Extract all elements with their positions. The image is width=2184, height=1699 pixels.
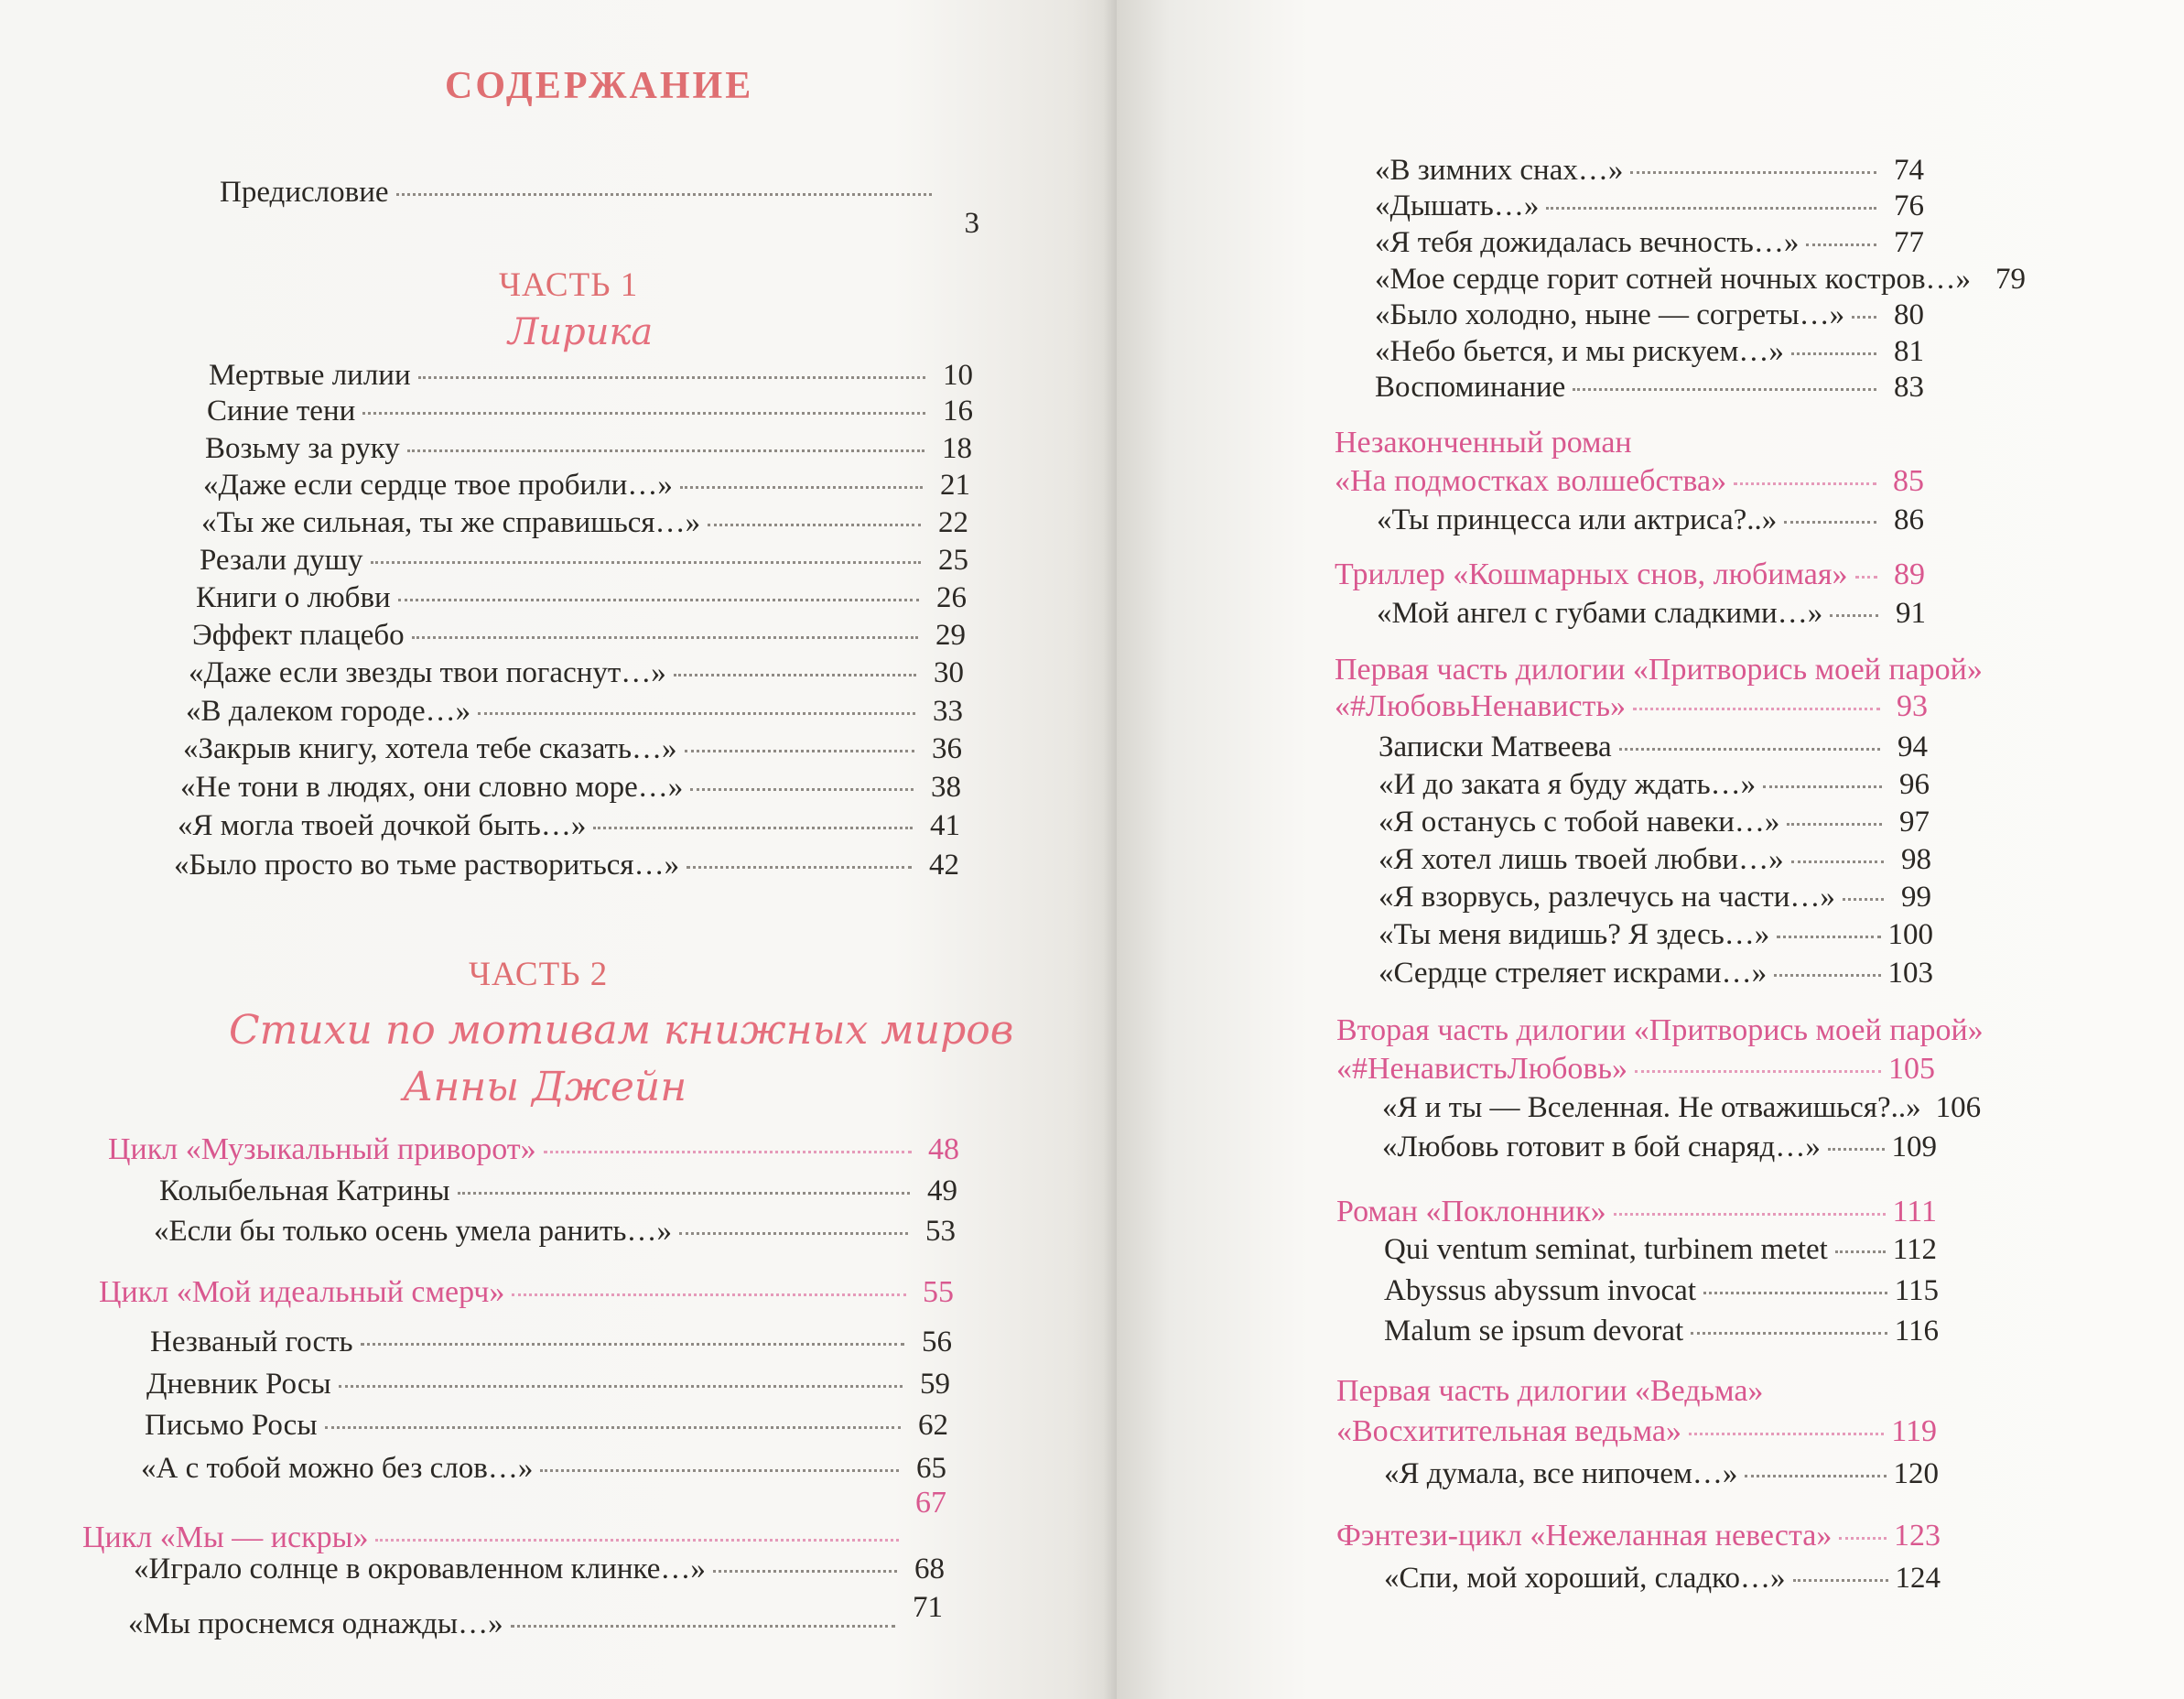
toc-entry	[207, 393, 973, 429]
entry-page: 81	[1894, 335, 1924, 368]
entry-title: Фэнтези-цикл «Нежеланная невеста»	[1336, 1519, 1833, 1553]
toc-entry	[1375, 333, 1924, 370]
entry-page: 76	[1894, 189, 1924, 222]
leader-dots	[1791, 352, 1876, 355]
entry-title: «Восхитительная ведьма»	[1336, 1414, 1681, 1448]
leader-dots	[396, 193, 933, 196]
entry-title: Возьму за руку	[205, 432, 400, 465]
section-entry	[1336, 1518, 1941, 1554]
leader-dots	[412, 636, 918, 639]
entry-title: «Было холодно, ныне — согреты…»	[1375, 298, 1845, 331]
entry-title: «Было просто во тьме раствориться…»	[174, 849, 680, 882]
entry-page: 99	[1901, 881, 1931, 914]
entry-title: «Я взорвусь, разлечусь на части…»	[1379, 881, 1835, 914]
entry-page: 67	[915, 1486, 946, 1520]
entry-page: 106	[1935, 1091, 1982, 1124]
entry-title: Книги о любви	[196, 581, 391, 614]
section-entry	[99, 1274, 954, 1311]
entry-page: 116	[1894, 1315, 1939, 1347]
entry-title: «Играло солнце в окровавленном клинке…»	[134, 1553, 706, 1585]
toc-entry	[1379, 804, 1930, 840]
entry-title: Цикл «Мой идеальный смерч»	[99, 1275, 505, 1309]
part-2-label: ЧАСТЬ 2	[469, 956, 609, 993]
toc-entry	[128, 1591, 943, 1642]
entry-title: Мертвые лилии	[209, 359, 411, 392]
entry-title: Резали душу	[200, 544, 363, 577]
entry-page: 74	[1894, 154, 1924, 187]
leader-dots	[1546, 207, 1876, 210]
entry-page: 80	[1894, 298, 1924, 331]
section-heading: Вторая часть дилогии «Притворись моей парой»	[1336, 1013, 1984, 1047]
toc-entry	[203, 467, 970, 503]
leader-dots	[690, 788, 914, 791]
toc-entry	[178, 807, 960, 844]
entry-page: 59	[920, 1368, 950, 1401]
entry-title: Незваный гость	[150, 1326, 353, 1358]
entry-title: «Закрыв книгу, хотела тебе сказать…»	[183, 732, 677, 765]
leader-dots	[680, 486, 923, 489]
leader-dots	[1745, 1475, 1886, 1477]
leader-dots	[1777, 936, 1880, 938]
leader-dots	[1573, 388, 1876, 391]
entry-title: «Спи, мой хороший, сладко…»	[1384, 1562, 1786, 1595]
entry-page: 93	[1897, 689, 1928, 723]
toc-entry	[159, 1173, 957, 1209]
page-title: СОДЕРЖАНИЕ	[445, 65, 754, 107]
toc-entry	[1384, 1313, 1939, 1349]
entry-page: 18	[942, 432, 972, 465]
leader-dots	[1784, 521, 1876, 524]
entry-title: «Небо бьется, и мы рискуем…»	[1375, 335, 1784, 368]
entry-title: Письмо Росы	[145, 1409, 318, 1442]
entry-page: 41	[930, 809, 960, 842]
entry-page: 103	[1887, 957, 1933, 990]
entry-page: 83	[1894, 371, 1924, 404]
entry-page: 30	[934, 656, 964, 689]
entry-page: 79	[1995, 263, 2027, 296]
part-1-subtitle: Лирика	[508, 311, 654, 353]
entry-page: 120	[1893, 1457, 1939, 1490]
entry-title: «Если бы только осень умела ранить…»	[154, 1215, 672, 1248]
entry-title: «Я тебя дожидалась вечность…»	[1375, 226, 1800, 259]
entry-title: Записки Матвеева	[1379, 730, 1612, 763]
entry-title: «Любовь готовит в бой снаряд…»	[1382, 1131, 1821, 1163]
entry-title: «Я могла твоей дочкой быть…»	[178, 809, 587, 842]
entry-page: 10	[943, 359, 973, 392]
entry-title: Malum se ipsum devorat	[1384, 1315, 1684, 1347]
entry-title: «#ЛюбовьНенависть»	[1335, 689, 1626, 723]
toc-entry	[1379, 729, 1928, 765]
leader-dots	[544, 1151, 912, 1153]
toc-entry	[205, 430, 972, 467]
entry-title: «Ты принцесса или актриса?..»	[1377, 503, 1778, 536]
entry-title: Abyssus abyssum invocat	[1384, 1274, 1696, 1307]
leader-dots	[713, 1570, 897, 1573]
leader-dots	[1791, 860, 1884, 863]
leader-dots	[371, 561, 921, 564]
entry-page: 62	[918, 1409, 948, 1442]
leader-dots	[1852, 316, 1876, 319]
section-entry	[1336, 1413, 1937, 1450]
toc-entry	[1379, 955, 1933, 991]
toc-entry	[146, 1366, 950, 1402]
toc-entry	[134, 1551, 945, 1587]
entry-page: 65	[916, 1452, 946, 1485]
leader-dots	[1691, 1332, 1887, 1335]
entry-title: «На подмостках волшебства»	[1335, 464, 1727, 498]
entry-page: 98	[1901, 843, 1931, 876]
entry-page: 119	[1891, 1414, 1937, 1448]
entry-page: 94	[1897, 730, 1928, 763]
entry-title: «А с тобой можно без слов…»	[141, 1452, 534, 1485]
entry-page: 48	[928, 1132, 959, 1166]
leader-dots	[1614, 1213, 1886, 1216]
entry-page: 124	[1895, 1562, 1941, 1595]
toc-entry	[1379, 879, 1931, 915]
leader-dots	[362, 412, 925, 415]
entry-page: 42	[929, 849, 959, 882]
toc-entry	[200, 542, 968, 579]
entry-page: 53	[925, 1215, 956, 1248]
leader-dots	[1774, 974, 1880, 977]
toc-entry	[1375, 224, 1924, 261]
leader-dots	[1763, 785, 1882, 788]
entry-page: 68	[914, 1553, 945, 1585]
entry-title: Воспоминание	[1375, 371, 1566, 404]
toc-entry	[1379, 916, 1933, 953]
toc-entry	[1384, 1231, 1937, 1268]
leader-dots	[375, 1539, 899, 1542]
entry-title: «Я останусь с тобой навеки…»	[1379, 806, 1780, 839]
leader-dots	[1855, 576, 1878, 579]
toc-entry	[1375, 297, 1924, 333]
leader-dots	[1619, 748, 1880, 751]
section-entry	[1336, 1051, 1935, 1088]
toc-entry	[183, 730, 962, 767]
toc-entry	[1377, 595, 1926, 632]
section-entry	[1335, 557, 1925, 593]
entry-page: 96	[1899, 768, 1930, 801]
entry-page: 71	[913, 1591, 943, 1624]
toc-entry	[201, 504, 968, 541]
entry-title: «И до заката я буду ждать…»	[1379, 768, 1757, 801]
entry-title: «Сердце стреляет искрами…»	[1379, 957, 1768, 990]
toc-entry	[145, 1407, 948, 1444]
section-entry	[1336, 1194, 1937, 1230]
part-2-subtitle-line1: Стихи по мотивам книжных миров	[229, 1007, 1014, 1054]
entry-title: «Я думала, все нипочем…»	[1384, 1457, 1738, 1490]
entry-page: 77	[1894, 226, 1924, 259]
leader-dots	[1633, 708, 1880, 710]
leader-dots	[1635, 1070, 1881, 1073]
entry-title: Цикл «Музыкальный приворот»	[108, 1132, 536, 1166]
entry-title: «В зимних снах…»	[1375, 154, 1624, 187]
entry-title: «Мой ангел с губами сладкими…»	[1377, 597, 1823, 630]
entry-page: 55	[923, 1275, 954, 1309]
entry-page: 100	[1887, 918, 1933, 951]
toc-entry	[209, 357, 973, 394]
toc-entry	[1375, 369, 1924, 406]
entry-title: Эффект плацебо	[192, 619, 405, 652]
entry-page: 89	[1894, 557, 1925, 591]
entry-title: Qui ventum seminat, turbinem metet	[1384, 1233, 1828, 1266]
right-page	[1117, 0, 2184, 1699]
toc-entry	[1384, 1456, 1939, 1492]
entry-page: 105	[1888, 1052, 1935, 1086]
entry-page: 109	[1891, 1131, 1937, 1163]
entry-title: Цикл «Мы — искры»	[82, 1520, 369, 1554]
toc-entry	[141, 1450, 946, 1487]
leader-dots	[511, 1625, 895, 1628]
entry-title: Предисловие	[220, 176, 389, 209]
entry-page: 91	[1896, 597, 1926, 630]
leader-dots	[1830, 614, 1878, 617]
toc-entry	[189, 655, 964, 691]
leader-dots	[708, 524, 921, 526]
entry-title: «Ты же сильная, ты же справишься…»	[201, 506, 701, 539]
section-heading: Первая часть дилогии «Ведьма»	[1336, 1374, 1764, 1408]
toc-entry	[186, 693, 963, 730]
entry-title: «Я хотел лишь твоей любви…»	[1379, 843, 1784, 876]
leader-dots	[685, 750, 915, 752]
entry-title: Синие тени	[207, 395, 356, 427]
toc-entry	[1384, 1272, 1939, 1309]
leader-dots	[1734, 482, 1876, 485]
toc-entry	[1384, 1560, 1941, 1596]
section-heading: Незаконченный роман	[1335, 426, 1632, 460]
entry-title: «В далеком городе…»	[186, 695, 471, 728]
entry-title: «Не тони в людях, они словно море…»	[180, 771, 684, 804]
leader-dots	[593, 827, 913, 829]
entry-title: «Ты меня видишь? Я здесь…»	[1379, 918, 1770, 951]
leader-dots	[687, 866, 912, 869]
entry-title: «Мы проснемся однажды…»	[128, 1607, 503, 1640]
section-heading: Первая часть дилогии «Притворись моей парой»	[1335, 653, 1983, 687]
leader-dots	[1787, 823, 1882, 826]
toc-entry	[1379, 841, 1931, 878]
entry-page: 111	[1892, 1195, 1937, 1228]
entry-page: 86	[1894, 503, 1924, 536]
leader-dots	[1839, 1537, 1887, 1540]
toc-entry	[192, 617, 966, 654]
entry-page: 56	[922, 1326, 952, 1358]
toc-entry-preface	[220, 174, 979, 240]
entry-page: 97	[1899, 806, 1930, 839]
leader-dots	[407, 449, 924, 452]
entry-page: 112	[1892, 1233, 1937, 1266]
entry-title: Триллер «Кошмарных снов, любимая»	[1335, 557, 1848, 591]
entry-page: 26	[936, 581, 967, 614]
toc-entry	[154, 1213, 956, 1250]
leader-dots	[679, 1232, 908, 1235]
leader-dots	[1828, 1148, 1885, 1151]
leader-dots	[674, 674, 916, 676]
entry-page: 38	[931, 771, 961, 804]
entry-page: 3	[964, 207, 979, 240]
entry-page: 21	[940, 469, 970, 502]
leader-dots	[1806, 243, 1876, 246]
entry-title: «Дышать…»	[1375, 189, 1540, 222]
leader-dots	[512, 1293, 906, 1296]
entry-page: 123	[1894, 1519, 1941, 1553]
toc-entry	[174, 847, 959, 883]
leader-dots	[339, 1385, 903, 1388]
leader-dots	[458, 1192, 910, 1195]
leader-dots	[1793, 1579, 1888, 1582]
section-entry	[1335, 688, 1928, 725]
entry-title: «#НенавистьЛюбовь»	[1336, 1052, 1627, 1086]
entry-title: Дневник Росы	[146, 1368, 331, 1401]
entry-title: «Даже если звезды твои погаснут…»	[189, 656, 666, 689]
entry-page: 29	[935, 619, 966, 652]
leader-dots	[361, 1343, 904, 1346]
toc-entry	[1375, 188, 1924, 224]
entry-page: 85	[1893, 464, 1924, 498]
leader-dots	[418, 376, 925, 379]
leader-dots	[540, 1469, 899, 1472]
section-entry	[1335, 463, 1924, 500]
entry-page: 16	[943, 395, 973, 427]
toc-entry	[1375, 152, 1924, 189]
entry-title: «Я и ты — Вселенная. Не отважишься?..»	[1382, 1091, 1921, 1124]
leader-dots	[1703, 1292, 1887, 1294]
toc-entry	[1379, 766, 1930, 803]
toc-entry	[150, 1324, 952, 1360]
entry-page: 115	[1894, 1274, 1939, 1307]
toc-entry	[1377, 502, 1924, 538]
leader-dots	[1843, 898, 1884, 901]
section-entry	[108, 1131, 959, 1168]
leader-dots	[398, 599, 919, 601]
toc-entry	[196, 579, 967, 616]
entry-page: 33	[933, 695, 963, 728]
entry-page: 36	[932, 732, 962, 765]
part-1-label: ЧАСТЬ 1	[499, 266, 639, 304]
entry-title: «Даже если сердце твое пробили…»	[203, 469, 673, 502]
toc-entry	[1382, 1089, 1982, 1126]
entry-page: 22	[938, 506, 968, 539]
entry-title: Колыбельная Катрины	[159, 1174, 450, 1207]
leader-dots	[1630, 171, 1876, 174]
entry-page: 25	[938, 544, 968, 577]
part-2-subtitle-line2: Анны Джейн	[403, 1064, 687, 1110]
leader-dots	[1689, 1433, 1884, 1435]
toc-entry	[1382, 1129, 1937, 1165]
leader-dots	[478, 712, 915, 715]
toc-entry	[1375, 261, 2027, 298]
entry-page: 49	[927, 1174, 957, 1207]
entry-title: «Мое сердце горит сотней ночных костров…»	[1375, 263, 1972, 296]
leader-dots	[1835, 1250, 1886, 1253]
entry-title: Роман «Поклонник»	[1336, 1195, 1606, 1228]
toc-entry	[180, 769, 961, 806]
leader-dots	[325, 1426, 902, 1429]
